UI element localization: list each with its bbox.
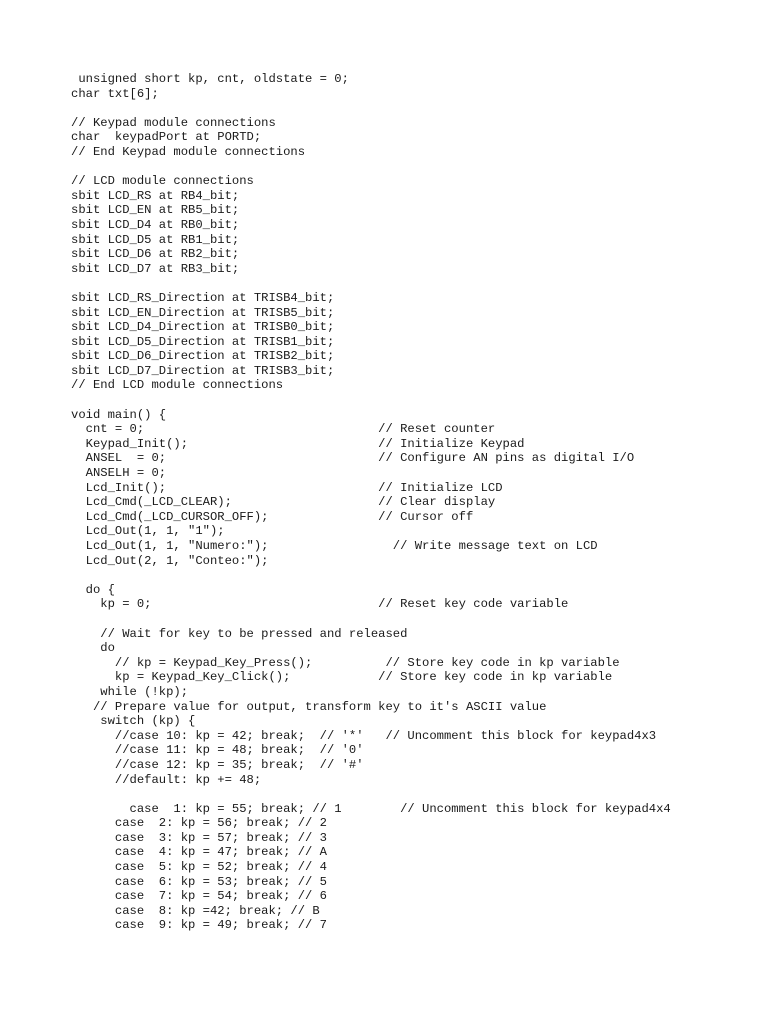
code-line: sbit LCD_D5 at RB1_bit;: [71, 232, 240, 247]
code-line: sbit LCD_D5_Direction at TRISB1_bit;: [71, 334, 335, 349]
code-line: Lcd_Init(); // Initialize LCD: [71, 480, 503, 495]
code-line: ANSEL = 0; // Configure AN pins as digital I/O: [71, 451, 635, 466]
code-line: case 2: kp = 56; break; // 2: [71, 816, 327, 831]
code-line: case 7: kp = 54; break; // 6: [71, 889, 327, 904]
code-line: case 9: kp = 49; break; // 7: [71, 918, 327, 933]
code-line: Lcd_Out(1, 1, "Numero:"); // Write message text on LCD: [71, 539, 598, 553]
code-line: // Keypad module connections: [71, 115, 276, 130]
code-line: Keypad_Init(); // Initialize Keypad: [71, 436, 525, 451]
code-line: [71, 160, 671, 175]
code-line: do {: [71, 582, 115, 597]
code-line: // End Keypad module connections: [71, 144, 306, 159]
code-line: Lcd_Out(1, 1, "1");: [71, 524, 225, 539]
code-line: case 5: kp = 52; break; // 4: [71, 860, 327, 875]
code-line: sbit LCD_D6 at RB2_bit;: [71, 247, 240, 262]
code-line: [71, 612, 671, 627]
code-line: sbit LCD_RS_Direction at TRISB4_bit;: [71, 290, 335, 305]
code-line: case 6: kp = 53; break; // 5: [71, 874, 327, 889]
code-line: // kp = Keypad_Key_Press(); // Store key code in kp variable: [71, 655, 620, 670]
code-line: [71, 393, 671, 408]
code-line: Lcd_Out(2, 1, "Conteo:");: [71, 553, 269, 568]
code-line: //case 10: kp = 42; break; // '*' // Uncomment this block for keypad4x3: [71, 728, 657, 743]
code-line: sbit LCD_RS at RB4_bit;: [71, 188, 240, 203]
code-line: [71, 101, 671, 116]
code-line: sbit LCD_D7_Direction at TRISB3_bit;: [71, 363, 335, 378]
code-line: sbit LCD_D6_Direction at TRISB2_bit;: [71, 349, 335, 364]
code-line: sbit LCD_D4 at RB0_bit;: [71, 217, 240, 232]
code-line: sbit LCD_EN_Direction at TRISB5_bit;: [71, 305, 335, 320]
code-line: ANSELH = 0;: [71, 466, 167, 481]
code-listing: [71, 72, 671, 933]
code-line: case 3: kp = 57; break; // 3: [71, 830, 327, 845]
code-line: unsigned short kp, cnt, oldstate = 0;: [71, 72, 349, 86]
code-line: do: [71, 641, 115, 656]
code-line: Lcd_Cmd(_LCD_CURSOR_OFF); // Cursor off: [71, 509, 474, 524]
code-line: sbit LCD_D4_Direction at TRISB0_bit;: [71, 320, 335, 335]
code-line: case 8: kp =42; break; // B: [71, 903, 320, 918]
code-line: case 4: kp = 47; break; // A: [71, 845, 327, 860]
code-line: //case 11: kp = 48; break; // '0': [71, 743, 364, 758]
code-line: cnt = 0; // Reset counter: [71, 422, 496, 437]
code-line: case 1: kp = 55; break; // 1 // Uncomment this block for keypad4x4: [71, 801, 671, 816]
code-line: void main() {: [71, 407, 167, 422]
code-line: Lcd_Cmd(_LCD_CLEAR); // Clear display: [71, 495, 496, 510]
code-line: // Wait for key to be pressed and released: [71, 626, 408, 641]
code-line: sbit LCD_D7 at RB3_bit;: [71, 261, 240, 276]
code-line: // End LCD module connections: [71, 378, 284, 393]
code-line: while (!kp);: [71, 684, 189, 699]
code-line: // Prepare value for output, transform key to it's ASCII value: [71, 699, 547, 714]
code-line: [71, 787, 671, 802]
code-line: char txt[6];: [71, 86, 159, 101]
code-line: char keypadPort at PORTD;: [71, 130, 262, 145]
code-line: kp = Keypad_Key_Click(); // Store key code in kp variable: [71, 670, 613, 685]
code-line: //case 12: kp = 35; break; // '#': [71, 757, 364, 772]
code-line: [71, 568, 671, 583]
code-line: // LCD module connections: [71, 174, 254, 189]
code-line: kp = 0; // Reset key code variable: [71, 597, 569, 612]
code-line: //default: kp += 48;: [71, 772, 262, 787]
code-line: [71, 276, 671, 291]
code-line: sbit LCD_EN at RB5_bit;: [71, 203, 240, 218]
code-line: switch (kp) {: [71, 714, 196, 729]
